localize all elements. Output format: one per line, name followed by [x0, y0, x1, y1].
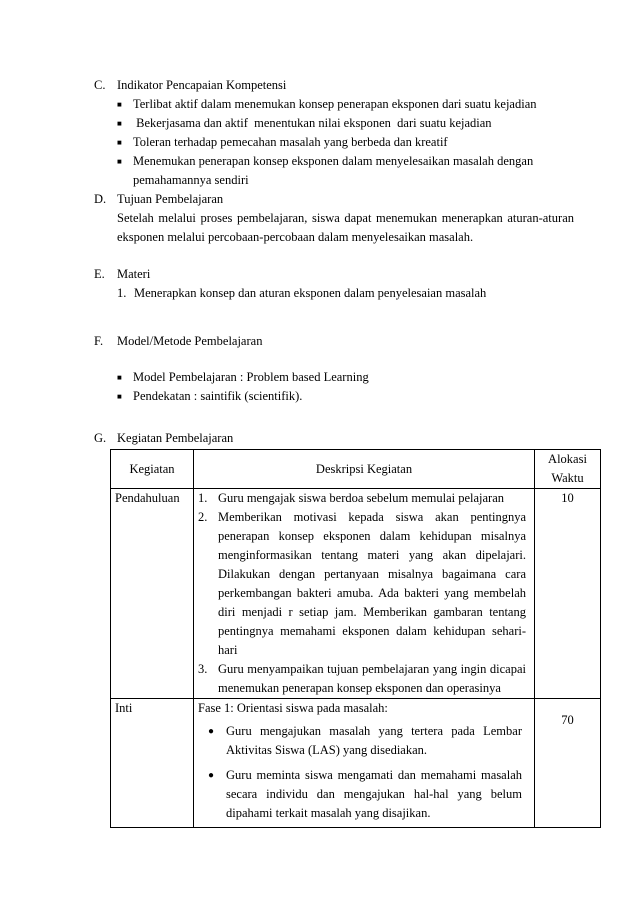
section-c [94, 76, 574, 190]
list-item: 3. Guru menyampaikan tujuan pembelajaran yang ingin dicapai menemukan penerapan konsep eksponen dan operasinya [198, 662, 526, 695]
row-waktu: 10 [535, 489, 601, 699]
list-item: ■ Bekerjasama dan aktif menentukan nilai eksponen dari suatu kejadian [117, 114, 574, 133]
section-g-title: Kegiatan Pembelajaran [117, 431, 234, 445]
bullet-dot-icon: ● [208, 726, 215, 737]
header-waktu: Alokasi Waktu [535, 450, 601, 489]
header-kegiatan: Kegiatan [111, 450, 194, 489]
list-item: ■ Model Pembelajaran : Problem based Learning [117, 368, 574, 387]
list-item: ■ Toleran terhadap pemecahan masalah yang berbeda dan kreatif [117, 133, 574, 152]
square-bullet-icon: ■ [117, 157, 122, 166]
header-deskripsi: Deskripsi Kegiatan [194, 450, 535, 489]
list-item: ● Guru mengajukan masalah yang tertera pada Lembar Aktivitas Siswa (LAS) yang disediakan. [198, 722, 530, 760]
row-waktu: 70 [535, 699, 601, 828]
section-f-title: Model/Metode Pembelajaran [117, 334, 263, 348]
section-c-letter: C. [94, 78, 106, 92]
section-d-title: Tujuan Pembelajaran [117, 192, 224, 206]
section-e-title: Materi [117, 267, 151, 281]
section-c-title: Indikator Pencapaian Kompetensi [117, 78, 287, 92]
list-item: 2. Memberikan motivasi kepada siswa akan pentingnya penerapan konsep eksponen dalam kehidupan misalnya menginformasikan tentang materi yang akan dipelajari. Dilakukan dengan pertanyaan misalnya bagaimana cara perkembangan bakteri amuba. Ada bakteri yang membelah diri menjadi r setiap jam. Memberikan gambaran tentang pentingnya memahami eksponen dalam kehidupan sehari-hari [198, 510, 526, 657]
section-d-text: Setelah melalui proses pembelajaran, siswa dapat menemukan menerapkan aturan-aturan eksponen melalui percobaan-percobaan dalam menyelesaikan masalah. [117, 211, 574, 244]
section-d [94, 190, 574, 247]
list-item: ● Guru meminta siswa mengamati dan memahami masalah secara individu dan mengajukan hal-hal yang belum dipahami terkait masalah yang disajikan. [198, 766, 530, 823]
section-f-letter: F. [94, 334, 104, 348]
list-item: ■ Pendekatan : saintifik (scientifik). [117, 387, 574, 406]
bullet-dot-icon: ● [208, 770, 215, 781]
activity-table [110, 449, 601, 828]
section-e-letter: E. [94, 267, 105, 281]
table-header-row [111, 450, 601, 489]
table-row [111, 699, 601, 828]
square-bullet-icon: ■ [117, 100, 122, 109]
section-g-letter: G. [94, 431, 107, 445]
section-g [94, 429, 574, 448]
square-bullet-icon: ■ [117, 119, 122, 128]
square-bullet-icon: ■ [117, 373, 122, 382]
square-bullet-icon: ■ [117, 392, 122, 401]
section-f [94, 332, 574, 406]
row-deskripsi [194, 699, 535, 828]
row-kegiatan: Pendahuluan [111, 489, 194, 699]
list-item: 1. Menerapkan konsep dan aturan eksponen dalam penyelesaian masalah [117, 286, 487, 300]
list-item: ■ Terlibat aktif dalam menemukan konsep penerapan eksponen dari suatu kejadian [117, 95, 574, 114]
section-d-letter: D. [94, 192, 107, 206]
table-row [111, 489, 601, 699]
list-item: ■ Menemukan penerapan konsep eksponen dalam menyelesaikan masalah dengan pemahamannya sendiri [117, 152, 574, 190]
row-kegiatan: Inti [111, 699, 194, 828]
fase-label: Fase 1: Orientasi siswa pada masalah: [198, 701, 388, 715]
row-deskripsi [194, 489, 535, 699]
section-e [94, 265, 574, 303]
square-bullet-icon: ■ [117, 138, 122, 147]
list-item: 1. Guru mengajak siswa berdoa sebelum memulai pelajaran [198, 491, 505, 505]
